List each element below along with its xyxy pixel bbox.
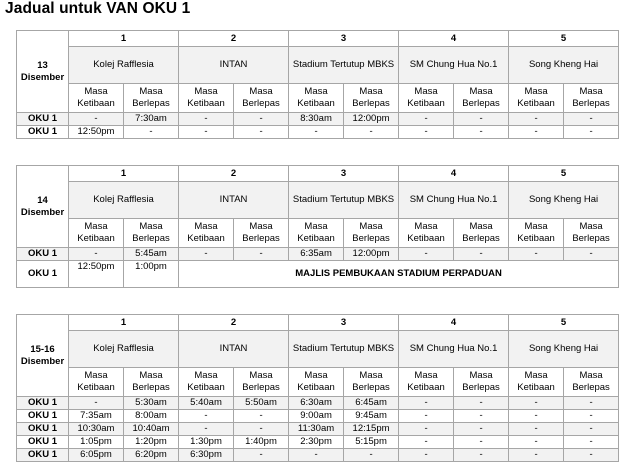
location-number: 1 [69,315,179,331]
time-cell: - [399,436,454,449]
time-cell: 6:45am [344,397,399,410]
time-cell: - [454,423,509,436]
time-cell: 6:35am [289,248,344,261]
arrival-time-label: Masa Ketibaan [179,368,234,397]
time-cell: - [564,436,619,449]
time-cell: 7:35am [69,410,124,423]
time-cell: - [399,397,454,410]
time-cell: - [509,113,564,126]
row-label: OKU 1 [17,410,69,423]
time-cell: - [179,126,234,139]
time-cell: 12:15pm [344,423,399,436]
time-cell: - [234,248,289,261]
day-month: Disember [20,355,65,367]
table-row [17,261,619,288]
departure-time-label: Masa Berlepas [344,368,399,397]
departure-time-label: Masa Berlepas [454,368,509,397]
departure-time-label: Masa Berlepas [124,219,179,248]
day-month: Disember [20,71,65,83]
time-cell: - [234,126,289,139]
time-cell: - [454,113,509,126]
location-name: SM Chung Hua No.1 [399,331,509,368]
time-cell: - [509,248,564,261]
row-label: OKU 1 [17,126,69,139]
location-name: Kolej Rafflesia [69,182,179,219]
departure-time-label: Masa Berlepas [344,219,399,248]
time-cell: - [454,436,509,449]
time-cell: 12:00pm [344,248,399,261]
time-cell: 7:30am [124,113,179,126]
time-cell: - [454,248,509,261]
table-row [17,397,619,410]
day-number: 13 [37,59,48,71]
table-row [17,113,619,126]
departure-time-label: Masa Berlepas [564,84,619,113]
schedule-table [16,30,619,139]
time-cell: - [399,248,454,261]
location-name: Stadium Tertutup MBKS [289,331,399,368]
table-row [17,126,619,139]
arrival-time-label: Masa Ketibaan [289,368,344,397]
event-note: MAJLIS PEMBUKAAN STADIUM PERPADUAN [179,261,619,288]
departure-time-label: Masa Berlepas [234,368,289,397]
location-name: Song Kheng Hai [509,331,619,368]
time-cell: - [399,410,454,423]
time-cell: - [69,397,124,410]
time-cell: - [399,113,454,126]
location-number: 4 [399,166,509,182]
location-number: 2 [179,166,289,182]
location-number: 2 [179,315,289,331]
time-cell: - [564,423,619,436]
row-label: OKU 1 [17,436,69,449]
row-label: OKU 1 [17,397,69,410]
arrival-time-label: Masa Ketibaan [399,368,454,397]
time-cell: - [564,126,619,139]
time-cell: 1:20pm [124,436,179,449]
location-number: 1 [69,166,179,182]
time-cell: - [179,410,234,423]
location-number: 2 [179,31,289,47]
row-label: OKU 1 [17,248,69,261]
departure-time-label: Masa Berlepas [564,368,619,397]
time-cell: - [564,449,619,462]
departure-time-label: Masa Berlepas [234,219,289,248]
arrival-time-label: Masa Ketibaan [69,368,124,397]
time-cell: 5:45am [124,248,179,261]
table-row [17,410,619,423]
time-cell: 6:20pm [124,449,179,462]
location-name: SM Chung Hua No.1 [399,47,509,84]
time-cell: 9:00am [289,410,344,423]
table-row [17,423,619,436]
time-cell: 12:50pm [69,126,124,139]
arrival-time-label: Masa Ketibaan [509,219,564,248]
arrival-time-label: Masa Ketibaan [69,219,124,248]
time-cell: - [399,126,454,139]
location-number: 3 [289,31,399,47]
time-cell: 1:40pm [234,436,289,449]
time-cell: - [509,423,564,436]
time-cell: - [234,449,289,462]
time-cell: 5:50am [234,397,289,410]
table-row [17,248,619,261]
arrival-time-label: Masa Ketibaan [179,219,234,248]
location-number: 5 [509,31,619,47]
time-cell: - [69,248,124,261]
departure-time-label: Masa Berlepas [454,84,509,113]
location-name: Kolej Rafflesia [69,47,179,84]
time-cell: - [179,248,234,261]
table-row [17,436,619,449]
time-cell: - [234,113,289,126]
time-cell: - [509,449,564,462]
time-cell: 6:05pm [69,449,124,462]
time-cell: - [564,113,619,126]
time-cell: - [289,449,344,462]
time-cell: - [454,397,509,410]
day-month: Disember [20,206,65,218]
page-title: Jadual untuk VAN OKU 1 [5,0,191,17]
departure-time-label: Masa Berlepas [454,219,509,248]
day-number: 14 [37,194,48,206]
day-cell [17,31,69,113]
location-number: 5 [509,315,619,331]
departure-time-label: Masa Berlepas [344,84,399,113]
time-cell: - [234,423,289,436]
day-number: 15-16 [30,343,55,355]
arrival-time-label: Masa Ketibaan [399,84,454,113]
arrival-time-label: Masa Ketibaan [289,84,344,113]
time-cell: 9:45am [344,410,399,423]
location-number: 3 [289,315,399,331]
location-name: SM Chung Hua No.1 [399,182,509,219]
time-cell: 8:30am [289,113,344,126]
arrival-time-label: Masa Ketibaan [179,84,234,113]
time-cell: - [179,423,234,436]
time-cell: 2:30pm [289,436,344,449]
location-name: Song Kheng Hai [509,47,619,84]
arrival-time-label: Masa Ketibaan [69,84,124,113]
table-row [17,449,619,462]
schedule-table [16,314,619,462]
time-cell: - [344,449,399,462]
time-cell: 12:50pm [69,261,124,288]
location-name: Stadium Tertutup MBKS [289,182,399,219]
row-label: OKU 1 [17,449,69,462]
location-name: INTAN [179,182,289,219]
time-cell: 8:00am [124,410,179,423]
location-name: INTAN [179,331,289,368]
location-number: 5 [509,166,619,182]
location-name: INTAN [179,47,289,84]
time-cell: 10:40am [124,423,179,436]
time-cell: - [509,410,564,423]
time-cell: - [69,113,124,126]
time-cell: - [454,126,509,139]
time-cell: 5:15pm [344,436,399,449]
departure-time-label: Masa Berlepas [564,219,619,248]
time-cell: - [234,410,289,423]
time-cell: 6:30pm [179,449,234,462]
time-cell: 12:00pm [344,113,399,126]
time-cell: 10:30am [69,423,124,436]
time-cell: 1:05pm [69,436,124,449]
time-cell: - [509,126,564,139]
time-cell: 1:00pm [124,261,179,288]
location-number: 3 [289,166,399,182]
time-cell: - [564,410,619,423]
time-cell: - [509,436,564,449]
time-cell: - [564,248,619,261]
arrival-time-label: Masa Ketibaan [509,368,564,397]
time-cell: - [399,423,454,436]
arrival-time-label: Masa Ketibaan [289,219,344,248]
time-cell: - [289,126,344,139]
time-cell: 1:30pm [179,436,234,449]
time-cell: - [124,126,179,139]
arrival-time-label: Masa Ketibaan [399,219,454,248]
row-label: OKU 1 [17,113,69,126]
departure-time-label: Masa Berlepas [124,368,179,397]
location-name: Kolej Rafflesia [69,331,179,368]
day-cell [17,315,69,397]
location-name: Song Kheng Hai [509,182,619,219]
departure-time-label: Masa Berlepas [124,84,179,113]
location-name: Stadium Tertutup MBKS [289,47,399,84]
time-cell: - [454,410,509,423]
time-cell: 5:30am [124,397,179,410]
time-cell: 11:30am [289,423,344,436]
time-cell: 6:30am [289,397,344,410]
departure-time-label: Masa Berlepas [234,84,289,113]
location-number: 4 [399,31,509,47]
row-label: OKU 1 [17,423,69,436]
schedule-table [16,165,619,288]
time-cell: - [454,449,509,462]
time-cell: - [509,397,564,410]
time-cell: - [399,449,454,462]
row-label: OKU 1 [17,261,69,288]
time-cell: - [564,397,619,410]
time-cell: - [179,113,234,126]
time-cell: - [344,126,399,139]
location-number: 4 [399,315,509,331]
time-cell: 5:40am [179,397,234,410]
day-cell [17,166,69,248]
arrival-time-label: Masa Ketibaan [509,84,564,113]
location-number: 1 [69,31,179,47]
